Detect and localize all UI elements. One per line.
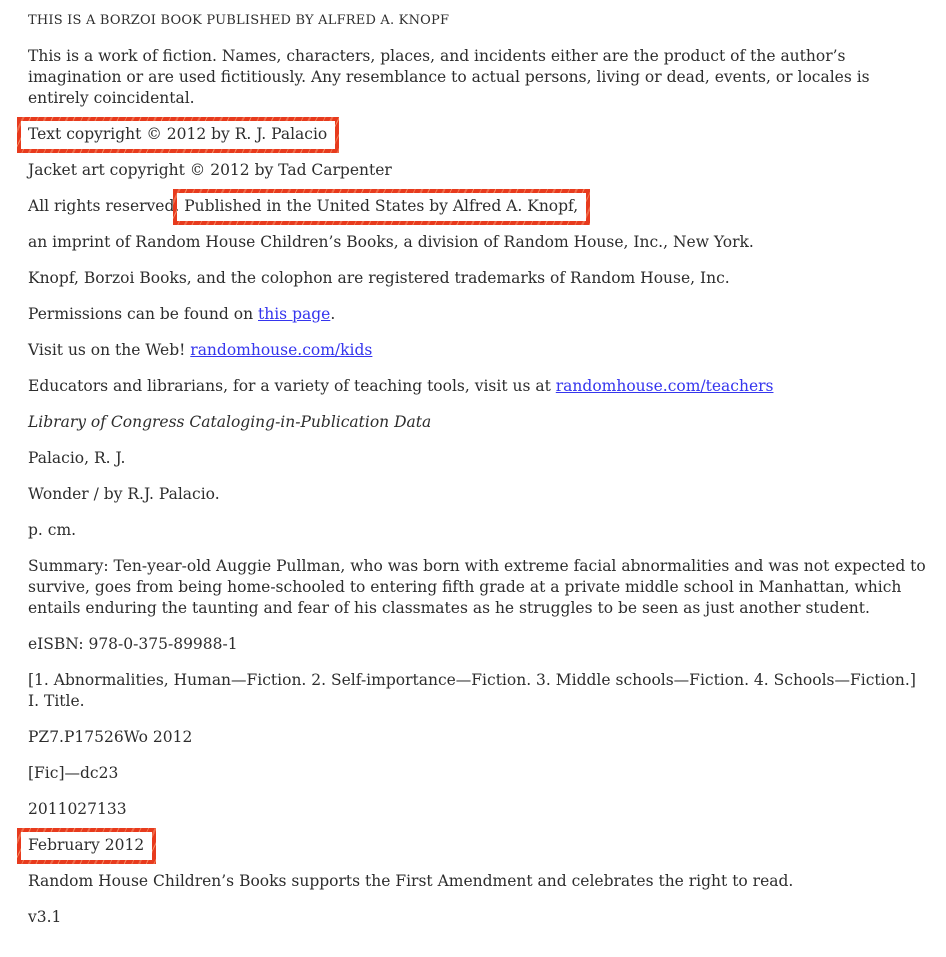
subject-headings bbox=[28, 670, 928, 712]
borzoi-notice-text: THIS IS A BORZOI BOOK PUBLISHED BY ALFRED A. KNOPF bbox=[28, 13, 450, 28]
educators-link-link[interactable]: randomhouse.com/teachers bbox=[555, 377, 774, 395]
pagination bbox=[28, 520, 928, 541]
permissions-link[interactable]: this page bbox=[258, 305, 331, 323]
ebook-version bbox=[28, 907, 928, 928]
title-statement bbox=[28, 484, 928, 505]
summary-text: Summary: Ten-year-old Auggie Pullman, who was born with extreme facial abnormalities and was not expected to survive, goes from being home-schooled to entering fifth grade at a private middle school in Manhattan, which entails enduring the taunting and fear of his classmates as he struggles to be seen as just another student. bbox=[28, 557, 926, 617]
jacket-copyright bbox=[28, 160, 928, 181]
rights-and-publisher-text: All rights reserved. bbox=[28, 197, 185, 215]
eisbn bbox=[28, 634, 928, 655]
publication-date bbox=[28, 835, 928, 856]
trademarks-text: Knopf, Borzoi Books, and the colophon are registered trademarks of Random House, Inc. bbox=[28, 269, 730, 287]
publication-date-annotation-box: February 2012 bbox=[17, 828, 156, 864]
permissions-text: . bbox=[330, 305, 336, 323]
fiction-disclaimer-text: This is a work of fiction. Names, characters, places, and incidents either are the product of the author’s imagination or are used fictitiously. Any resemblance to actual persons, living or dead, events, or locales is entirely coincidental. bbox=[28, 47, 870, 107]
web-link-link[interactable]: randomhouse.com/kids bbox=[190, 341, 373, 359]
borzoi-notice bbox=[28, 10, 928, 31]
title-statement-text: Wonder / by R.J. Palacio. bbox=[28, 485, 220, 503]
jacket-copyright-text: Jacket art copyright © 2012 by Tad Carpenter bbox=[28, 161, 392, 179]
fiction-disclaimer bbox=[28, 46, 928, 109]
eisbn-text: eISBN: 978-0-375-89988-1 bbox=[28, 635, 238, 653]
imprint-text: an imprint of Random House Children’s Books, a division of Random House, Inc., New York. bbox=[28, 233, 754, 251]
author-entry-text: Palacio, R. J. bbox=[28, 449, 126, 467]
web-link-text: Visit us on the Web! bbox=[28, 341, 191, 359]
loc-heading bbox=[28, 412, 928, 433]
web-link bbox=[28, 340, 928, 361]
lc-classification-text: PZ7.P17526Wo 2012 bbox=[28, 728, 193, 746]
pagination-text: p. cm. bbox=[28, 521, 77, 539]
text-copyright-annotation-box: Text copyright © 2012 by R. J. Palacio bbox=[17, 117, 339, 153]
author-entry bbox=[28, 448, 928, 469]
lccn-text: 2011027133 bbox=[28, 800, 127, 818]
rights-and-publisher bbox=[28, 196, 928, 217]
permissions-text: Permissions can be found on bbox=[28, 305, 259, 323]
first-amendment-notice bbox=[28, 871, 928, 892]
lccn bbox=[28, 799, 928, 820]
trademarks bbox=[28, 268, 928, 289]
loc-heading-text: Library of Congress Cataloging-in-Publication Data bbox=[28, 413, 432, 431]
dewey-number-text: [Fic]—dc23 bbox=[28, 764, 119, 782]
educators-link bbox=[28, 376, 928, 397]
lc-classification bbox=[28, 727, 928, 748]
summary bbox=[28, 556, 928, 619]
text-copyright bbox=[28, 124, 928, 145]
educators-link-text: Educators and librarians, for a variety of teaching tools, visit us at bbox=[28, 377, 556, 395]
subject-headings-text: [1. Abnormalities, Human—Fiction. 2. Self-importance—Fiction. 3. Middle schools—Fiction. 4. Schools—Fiction.] I. Title. bbox=[28, 671, 916, 710]
ebook-version-text: v3.1 bbox=[28, 908, 62, 926]
imprint bbox=[28, 232, 928, 253]
permissions bbox=[28, 304, 928, 325]
dewey-number bbox=[28, 763, 928, 784]
first-amendment-notice-text: Random House Children’s Books supports the First Amendment and celebrates the right to read. bbox=[28, 872, 794, 890]
rights-and-publisher-annotation-box: Published in the United States by Alfred A. Knopf, bbox=[173, 189, 590, 225]
